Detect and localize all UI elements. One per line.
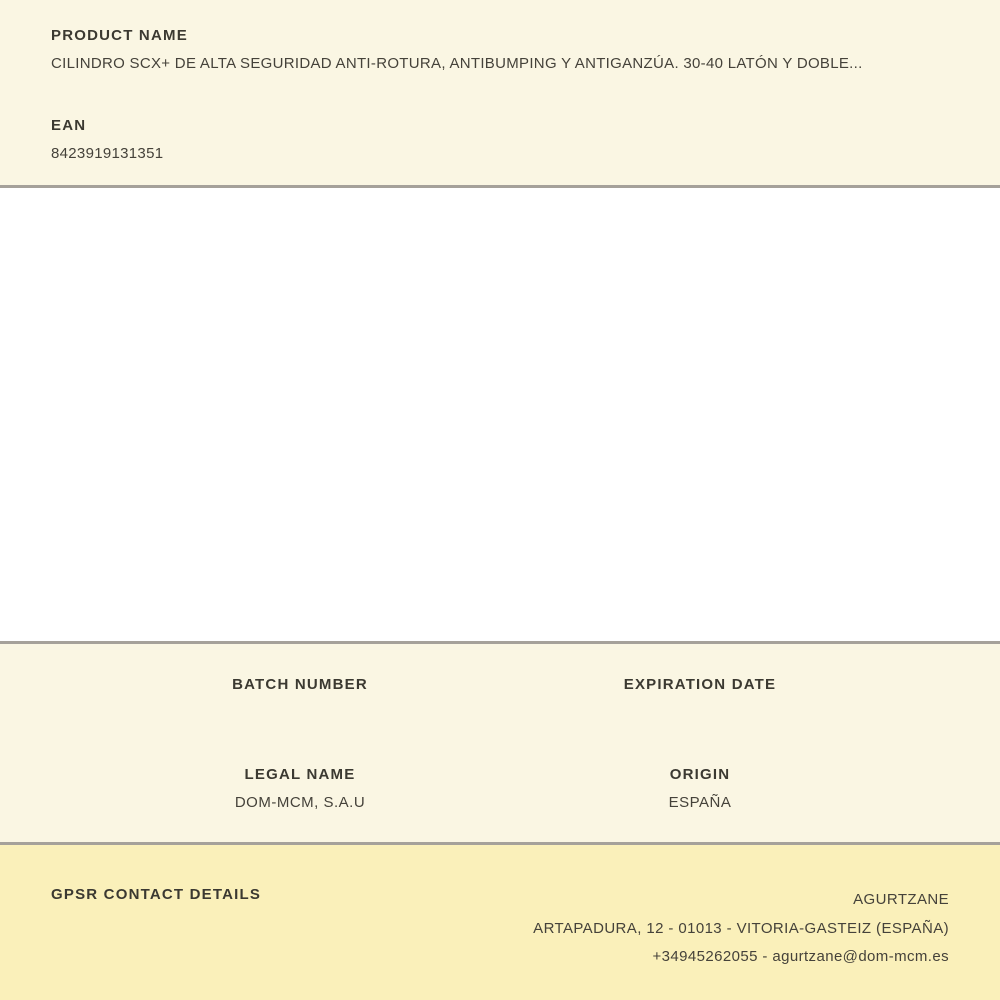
legal-name-cell	[100, 766, 500, 811]
legal-name-label: LEGAL NAME	[244, 766, 356, 783]
gpsr-contact-section	[0, 845, 1000, 1000]
expiration-date-cell	[500, 676, 900, 766]
product-header-section	[0, 0, 1000, 188]
gpsr-contact-label: GPSR CONTACT DETAILS	[51, 886, 262, 903]
contact-address-line: ARTAPADURA, 12 - 01013 - VITORIA-GASTEIZ (ESPAÑA)	[533, 919, 949, 937]
batch-number-label: BATCH NUMBER	[232, 676, 368, 693]
batch-number-cell	[100, 676, 500, 766]
origin-value: ESPAÑA	[668, 794, 732, 811]
product-name-label: PRODUCT NAME	[51, 27, 188, 44]
details-section	[0, 641, 1000, 845]
ean-label: EAN	[51, 117, 87, 134]
origin-cell	[500, 766, 900, 811]
origin-label: ORIGIN	[669, 766, 731, 783]
ean-value: 8423919131351	[51, 145, 164, 162]
details-grid	[100, 676, 900, 811]
contact-phone-email-line: +34945262055 - agurtzane@dom-mcm.es	[652, 948, 949, 965]
product-image-placeholder	[0, 188, 1000, 641]
expiration-date-label: EXPIRATION DATE	[623, 676, 777, 693]
contact-name-line: AGURTZANE	[853, 891, 949, 908]
legal-name-value: DOM-MCM, S.A.U	[234, 794, 366, 811]
gpsr-contact-lines	[261, 886, 949, 972]
ean-block	[51, 117, 949, 162]
product-name-value: CILINDRO SCX+ DE ALTA SEGURIDAD ANTI-ROTURA, ANTIBUMPING Y ANTIGANZÚA. 30-40 LATÓN Y DOBLE...	[51, 55, 863, 72]
